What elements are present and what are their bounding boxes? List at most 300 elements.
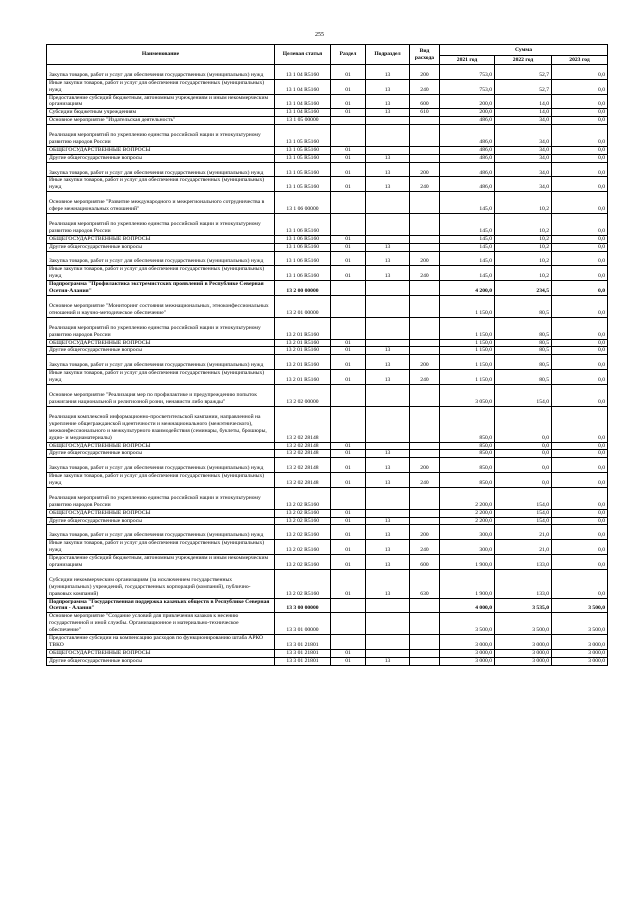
cell-type: 240 bbox=[410, 266, 440, 281]
cell-type: 240 bbox=[410, 79, 440, 94]
cell-type bbox=[410, 613, 440, 635]
table-row bbox=[47, 635, 608, 650]
cell-2023: 0,0 bbox=[552, 569, 608, 598]
cell-type bbox=[410, 154, 440, 162]
cell-2022: 52,7 bbox=[495, 79, 552, 94]
cell-2021: 3 000,0 bbox=[440, 650, 495, 658]
cell-2023: 0,0 bbox=[552, 458, 608, 473]
cell-type: 200 bbox=[410, 162, 440, 177]
cell-subsection: 13 bbox=[366, 109, 410, 117]
table-row bbox=[47, 117, 608, 125]
cell-name: Иные закупки товаров, работ и услуг для обеспечения государственных (муниципальных) нужд bbox=[47, 177, 275, 192]
cell-subsection: 13 bbox=[366, 251, 410, 266]
cell-subsection bbox=[366, 384, 410, 406]
cell-section bbox=[331, 384, 366, 406]
cell-2023: 0,0 bbox=[552, 442, 608, 450]
cell-2021: 850,0 bbox=[440, 458, 495, 473]
cell-target: 13 3 01 21801 bbox=[275, 657, 331, 665]
table-row bbox=[47, 517, 608, 525]
cell-name: Основное мероприятие "Развитие международного и межрегионального сотрудничества в сфере межнациональных отношений" bbox=[47, 192, 275, 214]
cell-target: 13 1 06 00000 bbox=[275, 192, 331, 214]
cell-type bbox=[410, 517, 440, 525]
cell-2022: 80,5 bbox=[495, 355, 552, 370]
cell-target: 13 2 02 28148 bbox=[275, 442, 331, 450]
cell-section: 01 bbox=[331, 243, 366, 251]
cell-section: 01 bbox=[331, 657, 366, 665]
cell-2022: 80,5 bbox=[495, 317, 552, 339]
cell-section bbox=[331, 281, 366, 296]
cell-target: 13 2 02 28148 bbox=[275, 473, 331, 488]
cell-2022: 0,0 bbox=[495, 442, 552, 450]
table-row bbox=[47, 540, 608, 555]
cell-section: 01 bbox=[331, 177, 366, 192]
cell-2022: 14,0 bbox=[495, 94, 552, 109]
cell-2021: 300,0 bbox=[440, 540, 495, 555]
cell-subsection bbox=[366, 635, 410, 650]
cell-target: 13 3 01 21801 bbox=[275, 635, 331, 650]
cell-type bbox=[410, 117, 440, 125]
header-section: Раздел bbox=[331, 45, 366, 65]
cell-section bbox=[331, 635, 366, 650]
cell-2021: 1 150,0 bbox=[440, 339, 495, 347]
table-row bbox=[47, 355, 608, 370]
cell-subsection: 13 bbox=[366, 266, 410, 281]
cell-2023: 0,0 bbox=[552, 355, 608, 370]
cell-subsection: 13 bbox=[366, 370, 410, 385]
cell-2022: 10,2 bbox=[495, 243, 552, 251]
cell-section: 01 bbox=[331, 162, 366, 177]
cell-2021: 200,0 bbox=[440, 109, 495, 117]
cell-target: 13 1 05 R5160 bbox=[275, 154, 331, 162]
cell-2023: 0,0 bbox=[552, 339, 608, 347]
cell-target: 13 2 00 00000 bbox=[275, 281, 331, 296]
cell-subsection bbox=[366, 442, 410, 450]
table-row bbox=[47, 450, 608, 458]
cell-2023: 0,0 bbox=[552, 117, 608, 125]
cell-section: 01 bbox=[331, 458, 366, 473]
cell-target: 13 1 05 R5160 bbox=[275, 146, 331, 154]
cell-2022: 154,0 bbox=[495, 487, 552, 509]
cell-type: 630 bbox=[410, 569, 440, 598]
cell-name: Предоставление субсидии на компенсацию расходов по функционированию штаба АРКО ТВКО bbox=[47, 635, 275, 650]
cell-target: 13 2 02 R5160 bbox=[275, 525, 331, 540]
cell-subsection bbox=[366, 339, 410, 347]
cell-subsection bbox=[366, 235, 410, 243]
table-row bbox=[47, 317, 608, 339]
cell-section: 01 bbox=[331, 355, 366, 370]
cell-2021: 486,0 bbox=[440, 154, 495, 162]
cell-target: 13 1 06 R5160 bbox=[275, 243, 331, 251]
cell-subsection bbox=[366, 125, 410, 147]
table-row bbox=[47, 657, 608, 665]
table-row bbox=[47, 442, 608, 450]
cell-2021: 753,0 bbox=[440, 79, 495, 94]
cell-2023: 0,0 bbox=[552, 540, 608, 555]
table-row bbox=[47, 509, 608, 517]
cell-name: Другие общегосударственные вопросы bbox=[47, 347, 275, 355]
cell-subsection bbox=[366, 509, 410, 517]
cell-2022: 0,0 bbox=[495, 473, 552, 488]
cell-type: 200 bbox=[410, 355, 440, 370]
cell-subsection: 13 bbox=[366, 154, 410, 162]
cell-target: 13 2 01 00000 bbox=[275, 295, 331, 317]
cell-2023: 0,0 bbox=[552, 192, 608, 214]
cell-2021: 145,0 bbox=[440, 235, 495, 243]
cell-2022: 10,2 bbox=[495, 214, 552, 236]
cell-2022: 80,5 bbox=[495, 370, 552, 385]
cell-target: 13 2 02 28148 bbox=[275, 458, 331, 473]
cell-2021: 200,0 bbox=[440, 94, 495, 109]
cell-name: Подпрограмма "Государственная поддержка казачьих обществ в Республике Северная Осетия - Алания" bbox=[47, 598, 275, 613]
cell-2023: 0,0 bbox=[552, 266, 608, 281]
table-row bbox=[47, 251, 608, 266]
cell-type bbox=[410, 192, 440, 214]
cell-target: 13 1 06 R5160 bbox=[275, 235, 331, 243]
cell-2023: 0,0 bbox=[552, 235, 608, 243]
cell-subsection bbox=[366, 117, 410, 125]
cell-section bbox=[331, 192, 366, 214]
cell-name: ОБЩЕГОСУДАРСТВЕННЫЕ ВОПРОСЫ bbox=[47, 235, 275, 243]
table-row bbox=[47, 370, 608, 385]
cell-name: Закупка товаров, работ и услуг для обеспечения государственных (муниципальных) нужд bbox=[47, 525, 275, 540]
table-row bbox=[47, 554, 608, 569]
cell-name: Закупка товаров, работ и услуг для обеспечения государственных (муниципальных) нужд bbox=[47, 251, 275, 266]
cell-2021: 3 000,0 bbox=[440, 657, 495, 665]
cell-2022: 34,0 bbox=[495, 154, 552, 162]
table-row bbox=[47, 235, 608, 243]
cell-name: ОБЩЕГОСУДАРСТВЕННЫЕ ВОПРОСЫ bbox=[47, 650, 275, 658]
cell-section bbox=[331, 295, 366, 317]
cell-section: 01 bbox=[331, 347, 366, 355]
cell-2023: 3 000,0 bbox=[552, 635, 608, 650]
cell-2023: 0,0 bbox=[552, 154, 608, 162]
cell-name: Иные закупки товаров, работ и услуг для обеспечения государственных (муниципальных) нужд bbox=[47, 473, 275, 488]
table-row bbox=[47, 154, 608, 162]
cell-section: 01 bbox=[331, 339, 366, 347]
cell-2023: 0,0 bbox=[552, 214, 608, 236]
cell-2022: 0,0 bbox=[495, 450, 552, 458]
cell-target: 13 1 06 R5160 bbox=[275, 214, 331, 236]
cell-2021: 145,0 bbox=[440, 251, 495, 266]
cell-type bbox=[410, 317, 440, 339]
cell-section: 01 bbox=[331, 266, 366, 281]
cell-subsection: 13 bbox=[366, 525, 410, 540]
cell-target: 13 2 02 28148 bbox=[275, 450, 331, 458]
cell-type bbox=[410, 125, 440, 147]
cell-2023: 0,0 bbox=[552, 295, 608, 317]
cell-section: 01 bbox=[331, 154, 366, 162]
cell-2021: 2 200,0 bbox=[440, 509, 495, 517]
cell-2021: 486,0 bbox=[440, 177, 495, 192]
table-row bbox=[47, 487, 608, 509]
cell-type: 240 bbox=[410, 177, 440, 192]
cell-2021: 850,0 bbox=[440, 473, 495, 488]
cell-target: 13 2 02 28148 bbox=[275, 406, 331, 442]
cell-2023: 0,0 bbox=[552, 146, 608, 154]
cell-target: 13 3 01 00000 bbox=[275, 613, 331, 635]
cell-2022: 34,0 bbox=[495, 177, 552, 192]
cell-subsection: 13 bbox=[366, 540, 410, 555]
cell-2021: 753,0 bbox=[440, 65, 495, 80]
cell-name: Субсидии бюджетным учреждениям bbox=[47, 109, 275, 117]
cell-2021: 3 050,0 bbox=[440, 384, 495, 406]
cell-target: 13 1 06 R5160 bbox=[275, 266, 331, 281]
cell-2022: 80,5 bbox=[495, 347, 552, 355]
cell-target: 13 1 05 R5160 bbox=[275, 125, 331, 147]
cell-name: Реализация мероприятий по укреплению единства российской нации и этнокультурному развитию народов России bbox=[47, 487, 275, 509]
cell-type: 600 bbox=[410, 554, 440, 569]
cell-2022: 154,0 bbox=[495, 384, 552, 406]
cell-2022: 34,0 bbox=[495, 146, 552, 154]
cell-2022: 3 500,0 bbox=[495, 613, 552, 635]
cell-2023: 3 000,0 bbox=[552, 650, 608, 658]
cell-type bbox=[410, 347, 440, 355]
cell-target: 13 2 01 R5160 bbox=[275, 339, 331, 347]
table-row bbox=[47, 214, 608, 236]
cell-name: ОБЩЕГОСУДАРСТВЕННЫЕ ВОПРОСЫ bbox=[47, 509, 275, 517]
cell-2022: 0,0 bbox=[495, 458, 552, 473]
cell-2022: 133,0 bbox=[495, 554, 552, 569]
cell-2023: 0,0 bbox=[552, 406, 608, 442]
cell-name: Предоставление субсидий бюджетным, автономным учреждениям и иным некоммерческим организациям bbox=[47, 94, 275, 109]
cell-name: Реализация мероприятий по укреплению единства российской нации и этнокультурному развитию народов России bbox=[47, 214, 275, 236]
cell-2021: 1 150,0 bbox=[440, 317, 495, 339]
cell-type bbox=[410, 295, 440, 317]
cell-2022: 52,7 bbox=[495, 65, 552, 80]
cell-2021: 4 000,0 bbox=[440, 598, 495, 613]
cell-2022: 10,2 bbox=[495, 235, 552, 243]
table-row bbox=[47, 125, 608, 147]
cell-2022: 34,0 bbox=[495, 117, 552, 125]
cell-target: 13 2 02 00000 bbox=[275, 384, 331, 406]
cell-subsection bbox=[366, 281, 410, 296]
cell-2022: 10,2 bbox=[495, 251, 552, 266]
cell-target: 13 2 02 R5160 bbox=[275, 487, 331, 509]
cell-section bbox=[331, 406, 366, 442]
cell-subsection bbox=[366, 406, 410, 442]
cell-section: 01 bbox=[331, 235, 366, 243]
cell-target: 13 1 04 R5160 bbox=[275, 94, 331, 109]
cell-section: 01 bbox=[331, 525, 366, 540]
cell-2023: 0,0 bbox=[552, 554, 608, 569]
table-row bbox=[47, 177, 608, 192]
table-row bbox=[47, 281, 608, 296]
cell-subsection bbox=[366, 317, 410, 339]
cell-2021: 486,0 bbox=[440, 117, 495, 125]
cell-2022: 21,0 bbox=[495, 540, 552, 555]
cell-type bbox=[410, 657, 440, 665]
cell-type bbox=[410, 146, 440, 154]
cell-2021: 145,0 bbox=[440, 243, 495, 251]
cell-name: Предоставление субсидий бюджетным, автономным учреждениям и иным некоммерческим организациям bbox=[47, 554, 275, 569]
cell-subsection bbox=[366, 295, 410, 317]
cell-name: Реализация мероприятий по укреплению единства российской нации и этнокультурному развитию народов России bbox=[47, 125, 275, 147]
cell-2021: 145,0 bbox=[440, 266, 495, 281]
cell-target: 13 2 02 R5160 bbox=[275, 517, 331, 525]
cell-2022: 3 000,0 bbox=[495, 635, 552, 650]
cell-2021: 850,0 bbox=[440, 442, 495, 450]
cell-2023: 0,0 bbox=[552, 109, 608, 117]
cell-2023: 3 500,0 bbox=[552, 598, 608, 613]
cell-target: 13 2 02 R5160 bbox=[275, 540, 331, 555]
cell-2023: 0,0 bbox=[552, 370, 608, 385]
cell-2022: 0,0 bbox=[495, 406, 552, 442]
cell-2021: 145,0 bbox=[440, 214, 495, 236]
cell-2022: 80,5 bbox=[495, 295, 552, 317]
cell-subsection bbox=[366, 192, 410, 214]
cell-type bbox=[410, 243, 440, 251]
cell-section: 01 bbox=[331, 517, 366, 525]
table-row bbox=[47, 243, 608, 251]
cell-subsection: 13 bbox=[366, 347, 410, 355]
cell-target: 13 1 05 R5160 bbox=[275, 162, 331, 177]
cell-2022: 3 000,0 bbox=[495, 650, 552, 658]
cell-name: ОБЩЕГОСУДАРСТВЕННЫЕ ВОПРОСЫ bbox=[47, 339, 275, 347]
header-target: Целевая статья bbox=[275, 45, 331, 65]
cell-subsection bbox=[366, 650, 410, 658]
cell-2022: 3 000,0 bbox=[495, 657, 552, 665]
cell-2021: 2 200,0 bbox=[440, 487, 495, 509]
cell-type bbox=[410, 214, 440, 236]
cell-2021: 1 900,0 bbox=[440, 569, 495, 598]
cell-section: 01 bbox=[331, 94, 366, 109]
cell-section: 01 bbox=[331, 650, 366, 658]
table-row bbox=[47, 569, 608, 598]
cell-type: 200 bbox=[410, 65, 440, 80]
cell-subsection: 13 bbox=[366, 65, 410, 80]
cell-2023: 0,0 bbox=[552, 281, 608, 296]
cell-target: 13 1 04 R5160 bbox=[275, 65, 331, 80]
cell-target: 13 2 02 R5160 bbox=[275, 509, 331, 517]
cell-type bbox=[410, 406, 440, 442]
cell-type bbox=[410, 281, 440, 296]
cell-2021: 486,0 bbox=[440, 162, 495, 177]
cell-2022: 80,5 bbox=[495, 339, 552, 347]
cell-subsection: 13 bbox=[366, 554, 410, 569]
cell-2021: 1 150,0 bbox=[440, 347, 495, 355]
cell-section: 01 bbox=[331, 65, 366, 80]
cell-subsection: 13 bbox=[366, 177, 410, 192]
cell-target: 13 2 01 R5160 bbox=[275, 347, 331, 355]
cell-2022: 34,0 bbox=[495, 125, 552, 147]
cell-section: 01 bbox=[331, 370, 366, 385]
cell-2022: 21,0 bbox=[495, 525, 552, 540]
cell-section: 01 bbox=[331, 109, 366, 117]
cell-name: Основное мероприятие "Мониторинг состояния межнациональных, этноконфессиональных отношений и научно-методическое обеспечение" bbox=[47, 295, 275, 317]
cell-name: Другие общегосударственные вопросы bbox=[47, 517, 275, 525]
table-row bbox=[47, 339, 608, 347]
header-2022: 2022 год bbox=[495, 56, 552, 65]
budget-table bbox=[46, 44, 608, 666]
header-type: Вид расхода bbox=[410, 45, 440, 65]
cell-name: Закупка товаров, работ и услуг для обеспечения государственных (муниципальных) нужд bbox=[47, 355, 275, 370]
cell-section: 01 bbox=[331, 79, 366, 94]
cell-2023: 0,0 bbox=[552, 251, 608, 266]
cell-name: Закупка товаров, работ и услуг для обеспечения государственных (муниципальных) нужд bbox=[47, 162, 275, 177]
cell-target: 13 2 02 R5160 bbox=[275, 554, 331, 569]
cell-name: Иные закупки товаров, работ и услуг для обеспечения государственных (муниципальных) нужд bbox=[47, 79, 275, 94]
cell-subsection: 13 bbox=[366, 450, 410, 458]
cell-subsection bbox=[366, 487, 410, 509]
cell-2023: 0,0 bbox=[552, 487, 608, 509]
cell-2021: 1 150,0 bbox=[440, 370, 495, 385]
cell-2022: 133,0 bbox=[495, 569, 552, 598]
cell-subsection: 13 bbox=[366, 473, 410, 488]
cell-2023: 0,0 bbox=[552, 317, 608, 339]
cell-section: 01 bbox=[331, 540, 366, 555]
cell-2022: 154,0 bbox=[495, 517, 552, 525]
cell-2022: 14,0 bbox=[495, 109, 552, 117]
cell-section: 01 bbox=[331, 473, 366, 488]
cell-type: 200 bbox=[410, 251, 440, 266]
cell-target: 13 1 04 R5160 bbox=[275, 109, 331, 117]
table-row bbox=[47, 146, 608, 154]
cell-section: 01 bbox=[331, 569, 366, 598]
cell-2021: 4 200,0 bbox=[440, 281, 495, 296]
cell-section bbox=[331, 214, 366, 236]
cell-2021: 486,0 bbox=[440, 125, 495, 147]
cell-name: Субсидии некоммерческим организациям (за исключением государственных (муниципальных) учреждений, государственных корпораций (компаний), публично-правовых компаний) bbox=[47, 569, 275, 598]
header-name: Наименование bbox=[47, 45, 275, 65]
cell-type bbox=[410, 384, 440, 406]
cell-name: Иные закупки товаров, работ и услуг для обеспечения государственных (муниципальных) нужд bbox=[47, 370, 275, 385]
cell-target: 13 2 01 R5160 bbox=[275, 317, 331, 339]
cell-section bbox=[331, 317, 366, 339]
cell-type bbox=[410, 339, 440, 347]
table-row bbox=[47, 94, 608, 109]
cell-subsection: 13 bbox=[366, 79, 410, 94]
cell-type bbox=[410, 442, 440, 450]
cell-2022: 10,2 bbox=[495, 266, 552, 281]
table-row bbox=[47, 347, 608, 355]
cell-type: 240 bbox=[410, 540, 440, 555]
cell-name: Основное мероприятие "Реализация мер по профилактике и предупреждению попыток разжигания национальной и религиозной розни, ненависти либо вражды" bbox=[47, 384, 275, 406]
cell-target: 13 1 05 00000 bbox=[275, 117, 331, 125]
table-row bbox=[47, 79, 608, 94]
cell-name: Другие общегосударственные вопросы bbox=[47, 657, 275, 665]
cell-target: 13 2 01 R5160 bbox=[275, 355, 331, 370]
cell-2023: 0,0 bbox=[552, 125, 608, 147]
cell-target: 13 2 02 R5160 bbox=[275, 569, 331, 598]
cell-type bbox=[410, 635, 440, 650]
cell-2021: 3 000,0 bbox=[440, 635, 495, 650]
cell-type bbox=[410, 509, 440, 517]
header-2021: 2021 год bbox=[440, 56, 495, 65]
cell-subsection: 13 bbox=[366, 657, 410, 665]
cell-2021: 300,0 bbox=[440, 525, 495, 540]
cell-subsection bbox=[366, 613, 410, 635]
cell-type: 610 bbox=[410, 109, 440, 117]
cell-subsection: 13 bbox=[366, 162, 410, 177]
cell-2023: 0,0 bbox=[552, 473, 608, 488]
cell-name: Основное мероприятие "Создание условий для привлечения казаков к несению государственной и иной службы. Организационное и материально-техническое обеспечение" bbox=[47, 613, 275, 635]
cell-subsection bbox=[366, 146, 410, 154]
cell-type bbox=[410, 235, 440, 243]
cell-section: 01 bbox=[331, 251, 366, 266]
cell-2023: 0,0 bbox=[552, 525, 608, 540]
cell-2022: 34,0 bbox=[495, 162, 552, 177]
cell-2023: 0,0 bbox=[552, 177, 608, 192]
cell-2021: 850,0 bbox=[440, 450, 495, 458]
cell-2023: 0,0 bbox=[552, 65, 608, 80]
cell-2021: 3 500,0 bbox=[440, 613, 495, 635]
cell-subsection: 13 bbox=[366, 243, 410, 251]
cell-name: Реализация мероприятий по укреплению единства российской нации и этнокультурному развитию народов России bbox=[47, 317, 275, 339]
cell-subsection: 13 bbox=[366, 517, 410, 525]
table-row bbox=[47, 162, 608, 177]
cell-name: ОБЩЕГОСУДАРСТВЕННЫЕ ВОПРОСЫ bbox=[47, 146, 275, 154]
cell-2023: 0,0 bbox=[552, 243, 608, 251]
